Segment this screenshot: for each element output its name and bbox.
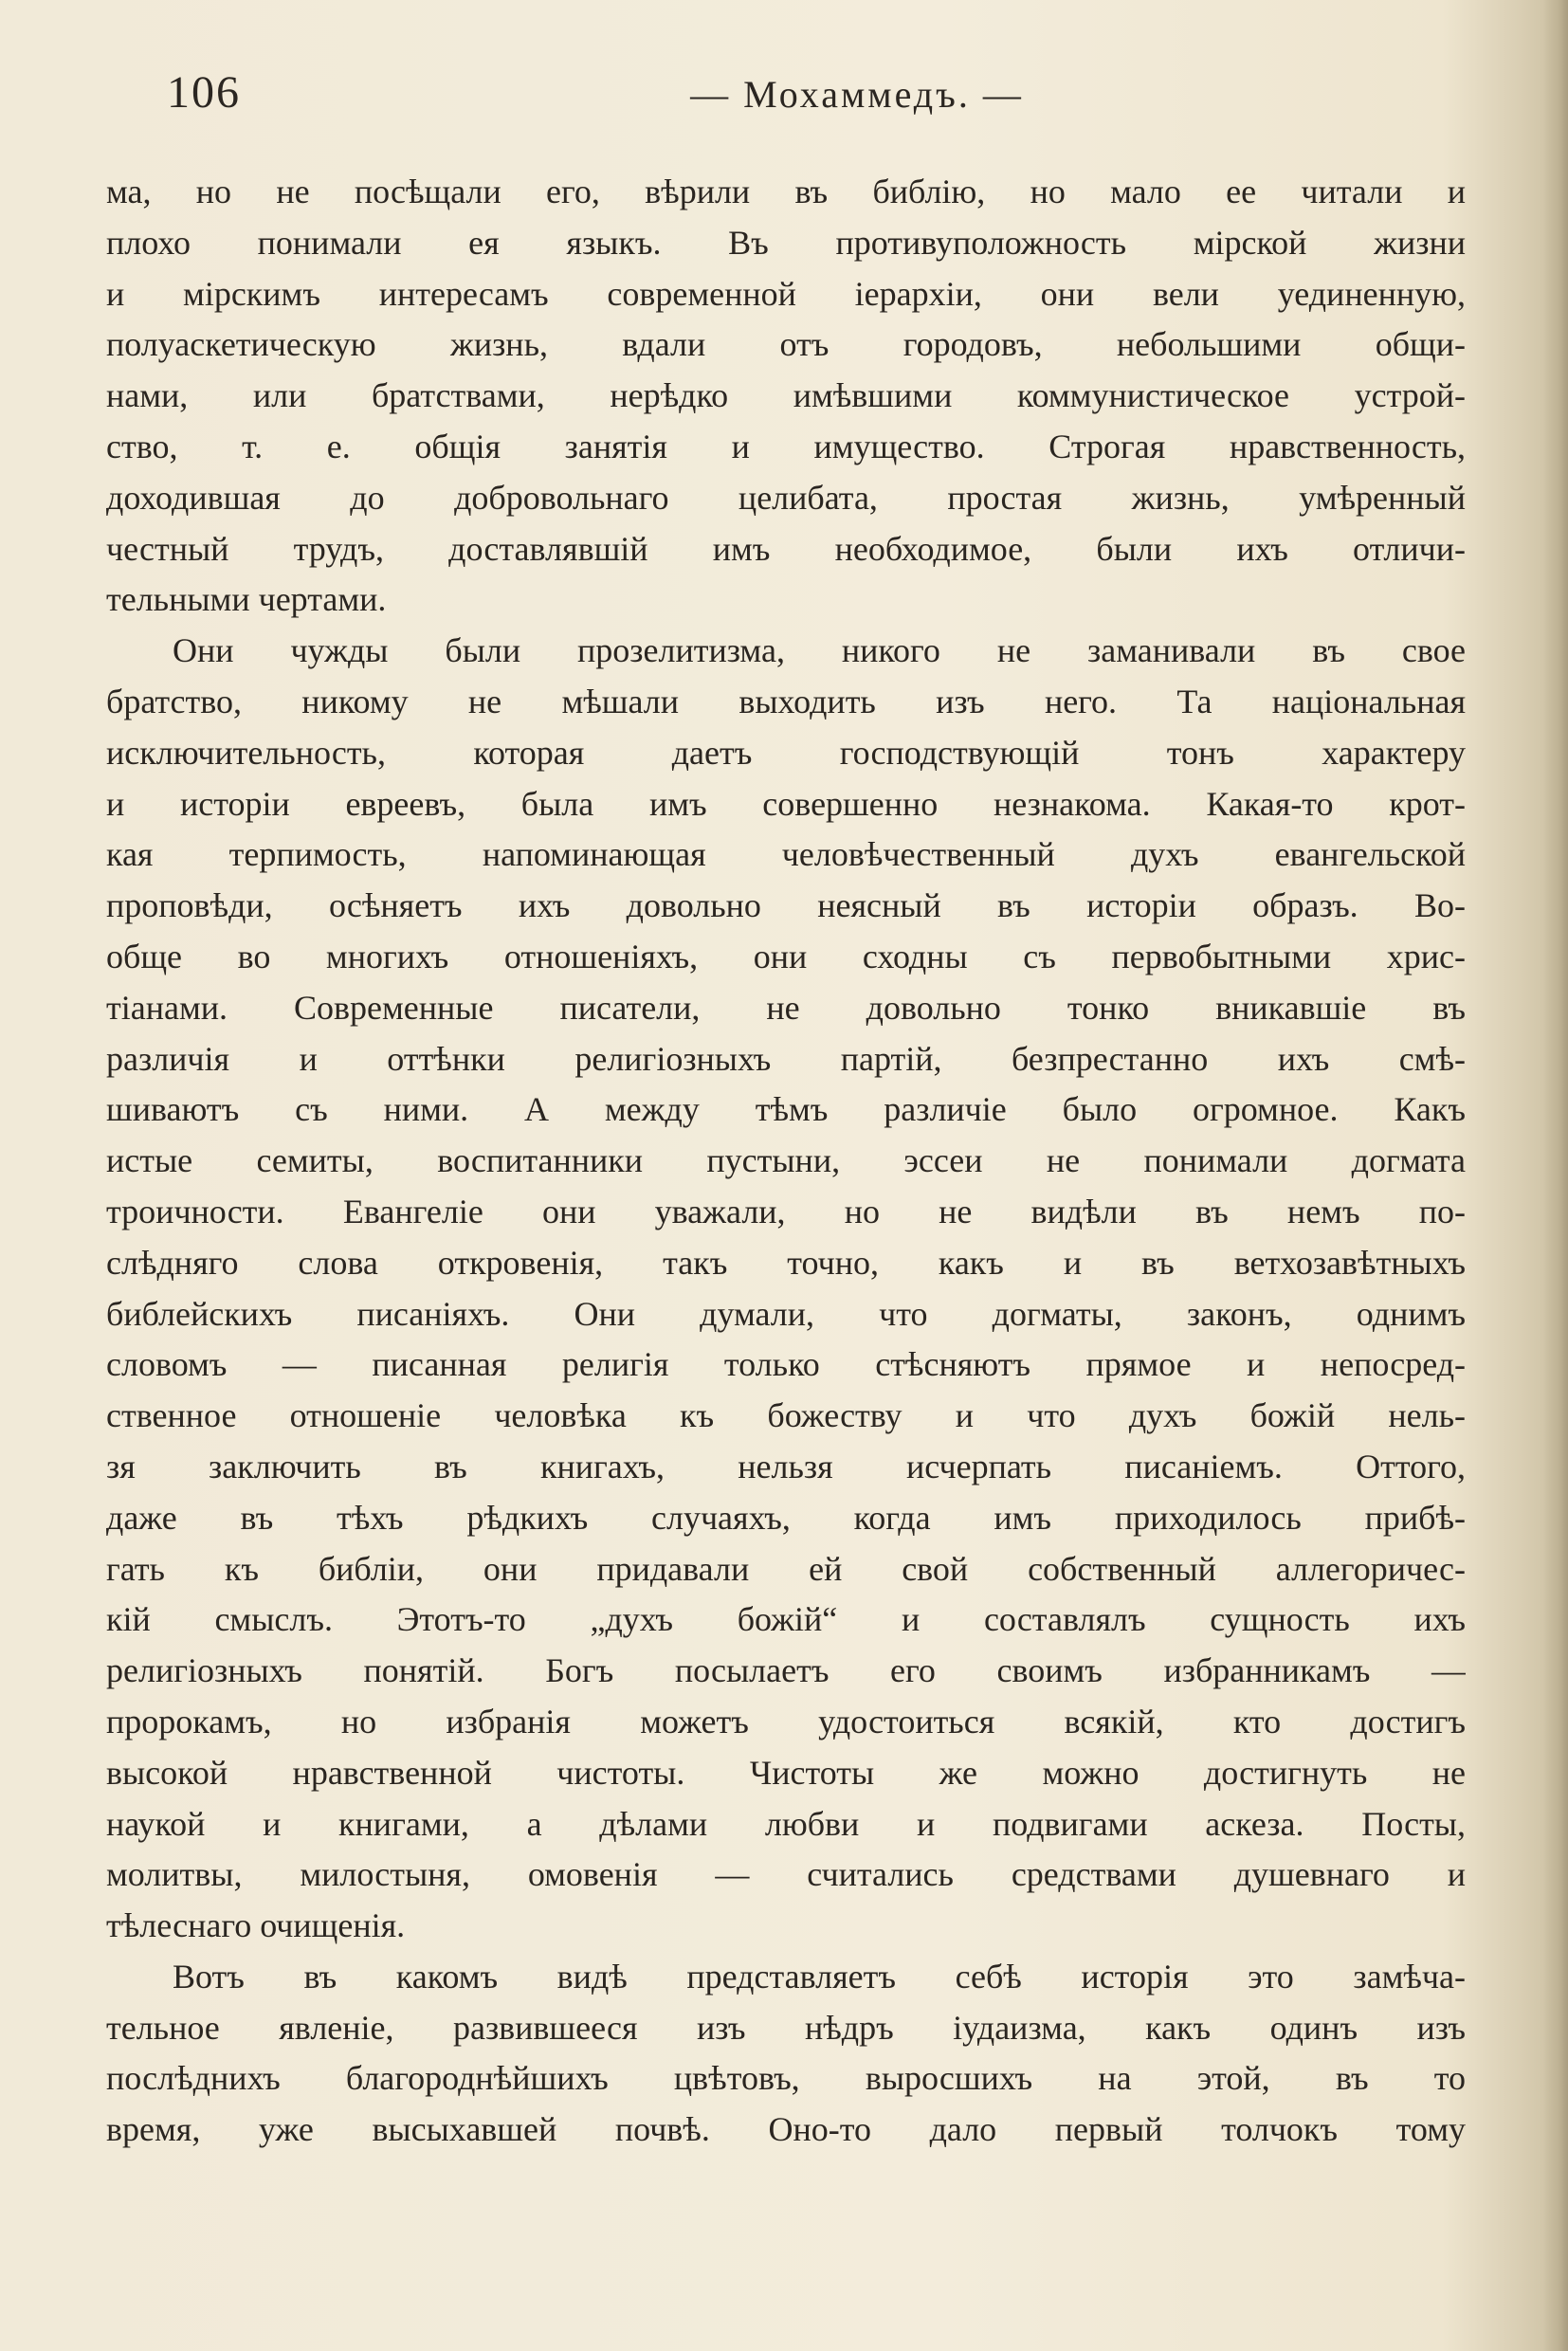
text-line: пророкамъ, но избранія можетъ удостоиться всякій, кто достигъ [106, 1702, 1466, 1740]
text-line: тельными чертами. [106, 580, 387, 619]
text-line: полуаскетическую жизнь, вдали отъ городовъ, небольшими общи- [106, 325, 1466, 364]
text-line: обще во многихъ отношеніяхъ, они сходны съ первобытными хрис- [106, 937, 1466, 975]
text-line: зя заключить въ книгахъ, нельзя исчерпать писаніемъ. Оттого, [106, 1447, 1466, 1485]
text-line: кая терпимость, напоминающая человѣчественный духъ евангельской [106, 835, 1466, 874]
text-line: кій смыслъ. Этотъ-то „духъ божій“ и составлялъ сущность ихъ [106, 1600, 1466, 1639]
text-line: слѣдняго слова откровенія, такъ точно, какъ и въ ветхозавѣтныхъ [106, 1243, 1466, 1282]
running-title: — Мохаммедъ. — [690, 73, 1024, 116]
body-text [106, 167, 1466, 2156]
text-line: наукой и книгами, а дѣлами любви и подвигами аскеза. Посты, [106, 1804, 1466, 1843]
text-line: проповѣди, осѣняетъ ихъ довольно неясный въ исторіи образъ. Во- [106, 886, 1466, 925]
page-edge-shadow [1543, 0, 1568, 2351]
text-line: религіозныхъ понятій. Богъ посылаетъ его своимъ избранникамъ — [106, 1651, 1466, 1690]
text-line: нами, или братствами, нерѣдко имѣвшими коммунистическое устрой- [106, 376, 1466, 415]
page-header [106, 63, 1466, 123]
text-line: гать къ библіи, они придавали ей свой собственный аллегоричес- [106, 1549, 1466, 1588]
text-line: и мірскимъ интересамъ современной іерархіи, они вели уединенную, [106, 274, 1466, 313]
text-line: Вотъ въ какомъ видѣ представляетъ себѣ исторія это замѣча- [173, 1957, 1466, 1996]
text-line: высокой нравственной чистоты. Чистоты же можно достигнуть не [106, 1753, 1466, 1792]
text-line: тѣлеснаго очищенія. [106, 1906, 406, 1945]
text-line: плохо понимали ея языкъ. Въ противуположность мірской жизни [106, 223, 1466, 262]
text-line: Они чужды были прозелитизма, никого не заманивали въ свое [173, 631, 1466, 670]
text-line: братство, никому не мѣшали выходить изъ него. Та національная [106, 682, 1466, 720]
text-line: тельное явленіе, развившееся изъ нѣдръ іудаизма, какъ одинъ изъ [106, 2008, 1466, 2047]
text-line: даже въ тѣхъ рѣдкихъ случаяхъ, когда имъ приходилось прибѣ- [106, 1498, 1466, 1537]
text-line: исключительность, которая даетъ господствующій тонъ характеру [106, 733, 1466, 772]
text-line: ственное отношеніе человѣка къ божеству и что духъ божій нель- [106, 1396, 1466, 1435]
text-line: послѣднихъ благороднѣйшихъ цвѣтовъ, выросшихъ на этой, въ то [106, 2059, 1466, 2098]
text-line: ма, но не посѣщали его, вѣрили въ библію, но мало ее читали и [106, 173, 1466, 210]
text-line: шиваютъ съ ними. А между тѣмъ различіе было огромное. Какъ [106, 1090, 1466, 1129]
text-line: и исторіи евреевъ, была имъ совершенно незнакома. Какая-то крот- [106, 784, 1466, 823]
text-line: ство, т. е. общія занятія и имущество. Строгая нравственность, [106, 427, 1466, 465]
text-line: истые семиты, воспитанники пустыни, эссеи не понимали догмата [106, 1141, 1466, 1180]
text-line: библейскихъ писаніяхъ. Они думали, что догматы, законъ, однимъ [106, 1294, 1466, 1333]
text-line: доходившая до добровольнаго целибата, простая жизнь, умѣренный [106, 478, 1466, 517]
text-line: различія и оттѣнки религіозныхъ партій, безпрестанно ихъ смѣ- [106, 1039, 1466, 1078]
text-line: время, уже высыхавшей почвѣ. Оно-то дало первый толчокъ тому [106, 2110, 1466, 2149]
text-line: честный трудъ, доставлявшій имъ необходимое, были ихъ отличи- [106, 529, 1466, 568]
text-line: троичности. Евангеліе они уважали, но не видѣли въ немъ по- [106, 1192, 1466, 1230]
text-line: молитвы, милостыня, омовенія — считались средствами душевнаго и [106, 1855, 1466, 1894]
text-line: словомъ — писанная религія только стѣсняютъ прямое и непосред- [106, 1345, 1466, 1384]
text-line: тіанами. Современные писатели, не довольно тонко вникавшіе въ [106, 988, 1466, 1027]
page-number: 106 [167, 67, 241, 118]
